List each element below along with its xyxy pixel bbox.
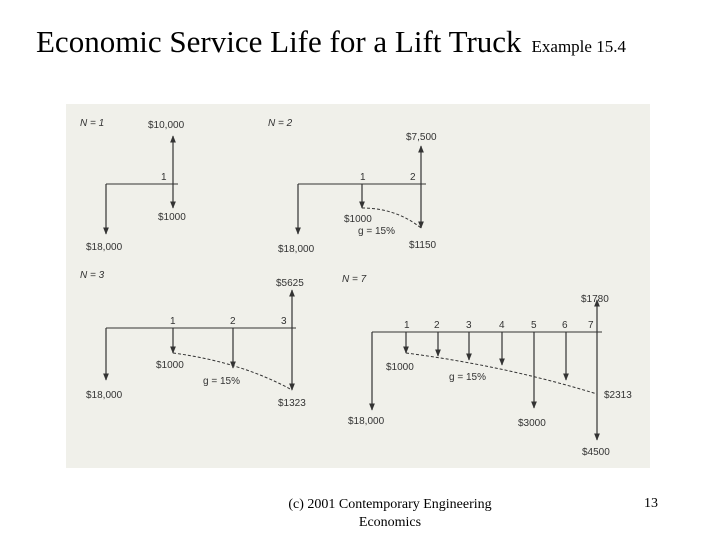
- n7-label: N = 7: [342, 274, 367, 285]
- n7-growth-label: g = 15%: [449, 372, 486, 383]
- n2-growth-label: g = 15%: [358, 226, 395, 237]
- n7-om-label-7: $2313: [604, 390, 632, 401]
- n2-investment-label: $18,000: [278, 244, 315, 255]
- n2-period-1: 1: [360, 172, 366, 183]
- title-subtitle: Example 15.4: [531, 37, 626, 56]
- n1-period-1: 1: [161, 172, 167, 183]
- cash-flow-diagrams-svg: [66, 104, 650, 468]
- footer-line-2: Economics: [358, 515, 422, 530]
- n7-investment-label: $18,000: [348, 416, 385, 427]
- n7-period-3: 3: [466, 320, 472, 331]
- n3-growth-label: g = 15%: [203, 376, 240, 387]
- diagram-n2: [268, 118, 437, 255]
- n7-om-label-1: $1000: [386, 362, 414, 373]
- n7-period-1: 1: [404, 320, 410, 331]
- title-main: Economic Service Life for a Lift Truck: [36, 24, 522, 59]
- diagram-n3: [80, 270, 306, 409]
- n3-label: N = 3: [80, 270, 105, 281]
- n3-period-2: 2: [230, 316, 236, 327]
- n1-om-label: $1000: [158, 212, 186, 223]
- n2-om-label-2: $1150: [409, 240, 437, 251]
- footer-credit: [250, 496, 530, 532]
- slide-title: [36, 24, 626, 60]
- n2-om-label-1: $1000: [344, 214, 372, 225]
- footer-line-1: (c) 2001 Contemporary Engineering: [288, 497, 492, 512]
- page-number: 13: [644, 496, 658, 511]
- diagram-n1: [80, 118, 186, 253]
- n1-investment-label: $18,000: [86, 242, 123, 253]
- n3-om-label-3: $1323: [278, 398, 306, 409]
- n3-period-1: 1: [170, 316, 176, 327]
- n2-salvage-label: $7,500: [406, 132, 437, 143]
- n7-period-7: 7: [588, 320, 594, 331]
- n3-investment-label: $18,000: [86, 390, 123, 401]
- n1-label: N = 1: [80, 118, 105, 129]
- n7-period-2: 2: [434, 320, 440, 331]
- n2-period-2: 2: [410, 172, 416, 183]
- n7-period-4: 4: [499, 320, 505, 331]
- n1-salvage-label: $10,000: [148, 120, 185, 131]
- n7-mid-cost-label: $3000: [518, 418, 546, 429]
- n7-period-6: 6: [562, 320, 568, 331]
- n2-label: N = 2: [268, 118, 293, 129]
- n7-total-end-label: $4500: [582, 447, 610, 458]
- n7-period-5: 5: [531, 320, 537, 331]
- cash-flow-figure: [66, 104, 650, 468]
- n3-salvage-label: $5625: [276, 278, 304, 289]
- n3-period-3: 3: [281, 316, 287, 327]
- diagram-n7: [342, 274, 632, 458]
- n3-om-label-1: $1000: [156, 360, 184, 371]
- n7-salvage-label: $1780: [581, 294, 609, 305]
